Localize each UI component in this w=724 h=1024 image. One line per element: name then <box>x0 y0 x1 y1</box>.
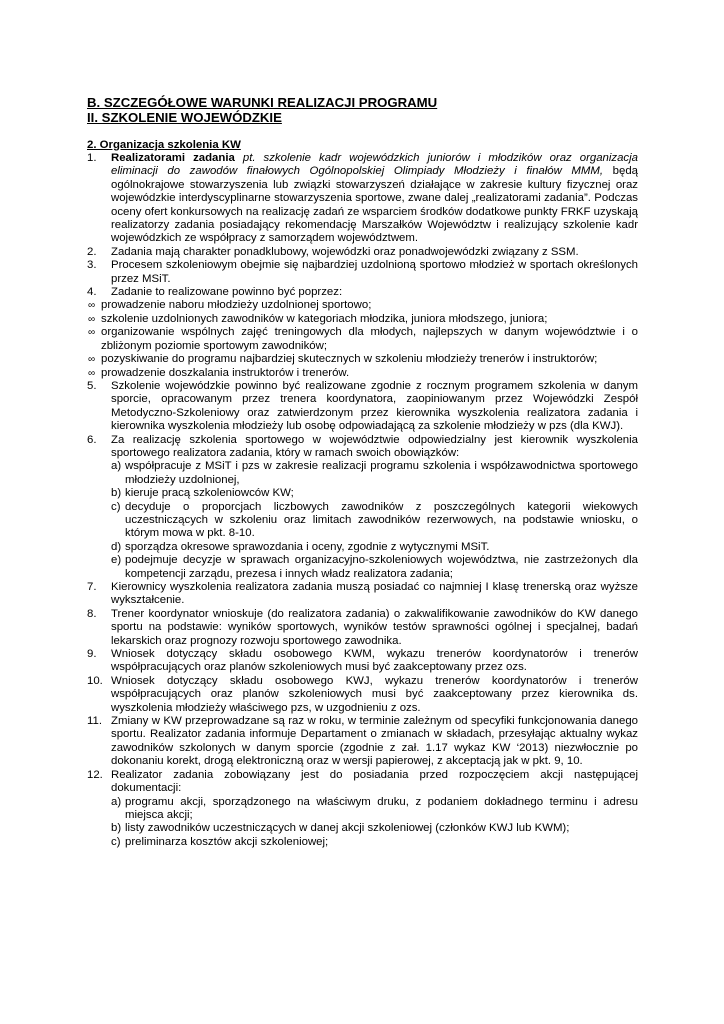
bullet-item: ∞ szkolenie uzdolnionych zawodników w kategoriach młodzika, juniora młodszego, juniora; <box>88 312 548 325</box>
bullet-icon: ∞ <box>88 300 96 312</box>
item-text: Kierownicy wyszkolenia realizatora zadania muszą posiadać co najmniej I klasę trenerską oraz wyższe wykształcenie. <box>111 581 638 607</box>
list-item-10 <box>87 675 638 715</box>
bullet-item: ∞ prowadzenie naboru młodzieży uzdolnionej sportowo; <box>88 299 372 312</box>
item-number: 8. <box>87 607 97 620</box>
item-number: 12. <box>87 768 103 781</box>
item-text: Szkolenie wojewódzkie powinno być realizowane zgodnie z rocznym programem szkolenia w danym sporcie, opracowanym przez trenera koordynatora, zaopiniowanym przez Wojewódzki Zespół Metodyczno-Szkoleniowy oraz zatwierdzonym przez kierownika wyszkolenia realizatora zadania i kierownika wyszkolenia młodzieży lub osobę odpowiadającą za szkolenie młodzieży w pzs (dla KWJ). <box>111 379 638 433</box>
lettered-item: d) sporządza okresowe sprawozdania i oceny, zgodnie z wytycznymi MSiT. <box>111 540 490 553</box>
item-number: 1. <box>87 152 97 164</box>
lettered-list <box>111 460 638 581</box>
item-number: 5. <box>87 379 97 392</box>
item-italic-text: pt. szkolenie kadr wojewódzkich juniorów i młodzików oraz organizacja eliminacji do zawodów finałowych Ogólnopolskiej Olimpiady Młodzieży i finałów MMM, <box>111 152 638 178</box>
lettered-item: c) preliminarza kosztów akcji szkoleniowej; <box>111 835 329 848</box>
item-number: 7. <box>87 581 97 593</box>
lettered-item: a) współpracuje z MSiT i pzs w zakresie realizacji programu szkolenia i współzawodnictwa sportowego młodzieży uzdolnionej, <box>111 460 638 486</box>
document-page <box>87 96 638 849</box>
lettered-item: b) listy zawodników uczestniczących w danej akcji szkoleniowej (członków KWJ lub KWM); <box>111 822 570 835</box>
heading-section-ii: II. SZKOLENIE WOJEWÓDZKIE <box>87 109 282 125</box>
item-number: 3. <box>87 259 97 272</box>
lettered-list <box>111 796 638 850</box>
section-title: 2. Organizacja szkolenia KW <box>87 138 241 151</box>
bullet-icon: ∞ <box>88 327 96 339</box>
item-text: Zadania mają charakter ponadklubowy, wojewódzki oraz ponadwojewódzki związany z SSM. <box>111 245 579 258</box>
list-item-6 <box>87 434 638 581</box>
item-text: Realizator zadania zobowiązany jest do posiadania przed rozpoczęciem akcji następującej dokumentacji: <box>111 768 638 795</box>
item-text: Za realizację szkolenia sportowego w województwie odpowiedzialny jest kierownik wyszkolenia sportowego realizatora zadania, który w ramach swoich obowiązków: <box>111 433 638 459</box>
list-item-5 <box>87 380 638 434</box>
item-text: Wniosek dotyczący składu osobowego KWJ, wykazu trenerów koordynatorów i trenerów współpracujących oraz planów szkoleniowych musi być zaakceptowany przez kierownika ds. wyszkolenia młodzieży właściwego pzs, w uzgodnieniu z ozs. <box>111 674 638 714</box>
item-text: Wniosek dotyczący składu osobowego KWM, wykazu trenerów koordynatorów i trenerów współpracujących oraz planów szkoleniowych musi być zaakceptowany przez ozs. <box>111 648 638 674</box>
item-number: 11. <box>87 715 102 728</box>
list-item-2 <box>87 246 638 259</box>
list-item-9 <box>87 648 638 675</box>
list-item-12 <box>87 769 638 849</box>
lettered-item: c) decyduje o proporcjach liczbowych zawodników z poszczególnych kategorii wiekowych uczestniczących w szkoleniu oraz limitach zawodników rezerwowych, na podstawie wniosku, o którym mowa w pkt. 8-10. <box>111 500 638 540</box>
bullet-icon: ∞ <box>88 313 96 325</box>
bullet-item: ∞ organizowanie wspólnych zajęć treningowych dla młodych, najlepszych w danym województwie i o zbliżonym poziomie sportowym zawodników; <box>88 326 638 352</box>
item-number: 10. <box>87 674 103 687</box>
item-text: Zmiany w KW przeprowadzane są raz w roku, w terminie zależnym od specyfiki funkcjonowania danego sportu. Realizator zadania informuje Departament o zmianach w składach, przesyłając aktualny wykaz zawodników szkolonych w danym sporcie (zgodnie z zał. 1.17 wykaz KW ‘2013) niezwłocznie po dokonaniu korekt, drogą elektroniczną oraz w wersji papierowej, z akceptacją jak w pkt. 9, 10. <box>111 715 638 768</box>
item-text: Trener koordynator wnioskuje (do realizatora zadania) o zakwalifikowanie zawodników do KW danego sportu na podstawie: wyników sportowych, wyników testów sprawności ogólnej i specjalnej, badań lekarskich oraz prognozy rozwoju sportowego zawodnika. <box>111 607 638 647</box>
heading-section-b: B. SZCZEGÓŁOWE WARUNKI REALIZACJI PROGRAMU <box>87 95 438 110</box>
lettered-item: b) kieruje pracą szkoleniowców KW; <box>111 487 294 500</box>
lettered-item: a) programu akcji, sporządzonego na właściwym druku, z podaniem dokładnego terminu i adresu miejsca akcji; <box>111 795 638 821</box>
bullet-icon: ∞ <box>88 367 96 379</box>
list-item-7 <box>87 581 638 608</box>
bullet-list <box>89 299 638 379</box>
item-number: 6. <box>87 433 97 446</box>
item-number: 4. <box>87 286 97 299</box>
list-item-3 <box>87 259 638 286</box>
list-item-1 <box>87 152 638 246</box>
item-text: Zadanie to realizowane powinno być poprzez: <box>111 286 343 299</box>
list-item-8 <box>87 608 638 648</box>
bullet-icon: ∞ <box>88 354 96 366</box>
item-text: będą ogólnokrajowe stowarzyszenia lub związki stowarzyszeń działające w zakresie kultury fizycznej oraz wojewódzkie interdyscyplinarne stowarzyszenia sportowe, zwane dalej „realizatorami zadania”. Podczas oceny ofert konkursowych na realizację zadań ze wsparciem środków dodatkowe punkty FRKF uzyskają realizatorzy zadania posiadający rekomendację Marszałków Województw i realizujący szkolenie kadr wojewódzkich ze współpracy z samorządem województwem. <box>111 165 638 245</box>
numbered-list <box>87 152 638 849</box>
item-number: 9. <box>87 648 97 661</box>
lettered-item: e) podejmuje decyzje w sprawach organizacyjno-szkoleniowych województwa, nie zastrzeżonych dla kompetencji zarządu, prezesa i innych władz realizatora zadania; <box>111 554 638 580</box>
list-item-4 <box>87 286 638 380</box>
item-number: 2. <box>87 245 97 258</box>
item-text: Procesem szkoleniowym obejmie się najbardziej uzdolnioną sportowo młodzież w sportach określonych przez MSiT. <box>111 259 638 285</box>
item-bold-lead: Realizatorami zadania <box>111 152 235 164</box>
bullet-item: ∞ pozyskiwanie do programu najbardziej skutecznych w szkoleniu młodzieży trenerów i instruktorów; <box>88 353 598 366</box>
list-item-11 <box>87 715 638 769</box>
bullet-item: ∞ prowadzenie doszkalania instruktorów i trenerów. <box>88 366 350 379</box>
